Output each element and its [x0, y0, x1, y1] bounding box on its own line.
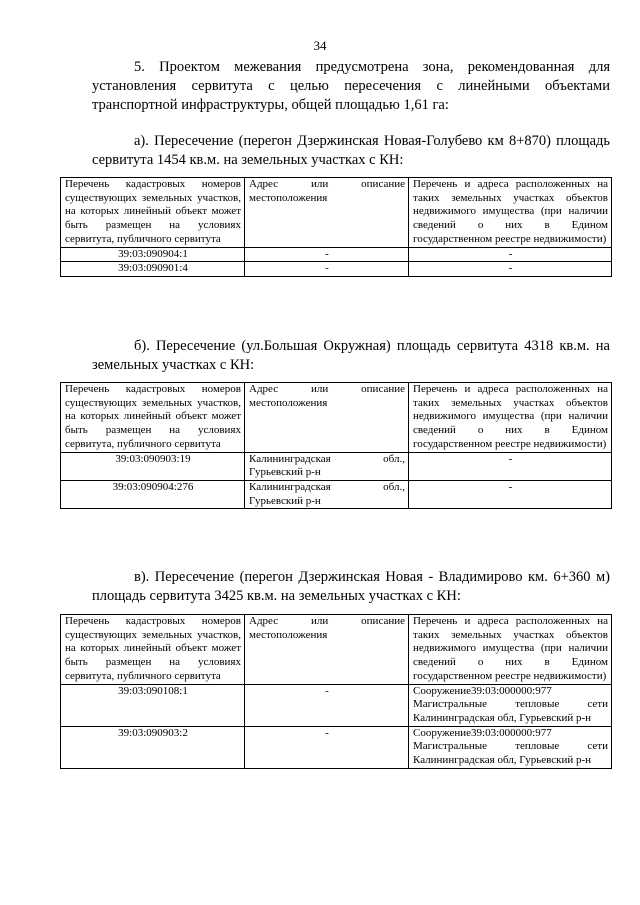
table-header-row: [61, 615, 612, 685]
table-row: [61, 247, 612, 262]
cell-cadastral-number: 39:03:090108:1: [61, 684, 245, 726]
table-row: [61, 684, 612, 726]
section-c-table: [60, 614, 612, 769]
section-a-table: [60, 177, 612, 277]
cell-address: -: [245, 726, 409, 768]
cell-objects: -: [409, 480, 612, 508]
cell-objects: -: [409, 262, 612, 277]
header-address: Адрес или описание местоположения: [245, 383, 409, 453]
cell-objects: -: [409, 247, 612, 262]
table-row: [61, 452, 612, 480]
section-b-table: [60, 382, 612, 509]
cell-address: -: [245, 262, 409, 277]
table-row: [61, 480, 612, 508]
header-cadastral-numbers: Перечень кадастровых номеров существующих земельных участков, на которых линейный объект может быть размещен на условиях сервитута, публичного сервитута: [61, 383, 245, 453]
header-objects: Перечень и адреса расположенных на таких земельных участках объектов недвижимого имущества (при наличии сведений о них в Едином государственном реестре недвижимости): [409, 383, 612, 453]
cell-address: -: [245, 684, 409, 726]
header-objects: Перечень и адреса расположенных на таких земельных участках объектов недвижимого имущества (при наличии сведений о них в Едином государственном реестре недвижимости): [409, 178, 612, 248]
cell-address: -: [245, 247, 409, 262]
cell-address: Калининградская обл., Гурьевский р-н: [245, 480, 409, 508]
cell-address: Калининградская обл., Гурьевский р-н: [245, 452, 409, 480]
intro-paragraph: 5. Проектом межевания предусмотрена зона, рекомендованная для установления сервитута с целью пересечения с линейными объектами транспортной инфраструктуры, общей площадью 1,61 га:: [92, 59, 610, 113]
cell-cadastral-number: 39:03:090904:276: [61, 480, 245, 508]
header-cadastral-numbers: Перечень кадастровых номеров существующих земельных участков, на которых линейный объект может быть размещен на условиях сервитута, публичного сервитута: [61, 178, 245, 248]
cell-cadastral-number: 39:03:090903:19: [61, 452, 245, 480]
section-a-heading: а). Пересечение (перегон Дзержинская Новая-Голубево км 8+870) площадь сервитута 1454 кв.м. на земельных участках с КН:: [92, 133, 610, 168]
cell-objects: -: [409, 452, 612, 480]
section-b-heading: б). Пересечение (ул.Большая Окружная) площадь сервитута 4318 кв.м. на земельных участках с КН:: [92, 338, 610, 373]
cell-cadastral-number: 39:03:090903:2: [61, 726, 245, 768]
table-row: [61, 262, 612, 277]
header-objects: Перечень и адреса расположенных на таких земельных участках объектов недвижимого имущества (при наличии сведений о них в Едином государственном реестре недвижимости): [409, 615, 612, 685]
table-header-row: [61, 383, 612, 453]
section-c-heading: в). Пересечение (перегон Дзержинская Новая - Владимирово км. 6+360 м) площадь сервитута 3425 кв.м. на земельных участках с КН:: [92, 569, 610, 604]
page-number: 34: [313, 38, 327, 53]
table-header-row: [61, 178, 612, 248]
table-row: [61, 726, 612, 768]
header-cadastral-numbers: Перечень кадастровых номеров существующих земельных участков, на которых линейный объект может быть размещен на условиях сервитута, публичного сервитута: [61, 615, 245, 685]
header-address: Адрес или описание местоположения: [245, 178, 409, 248]
cell-cadastral-number: 39:03:090901:4: [61, 262, 245, 277]
cell-objects: Сооружение39:03:000000:977 Магистральные тепловые сети Калининградская обл, Гурьевский р-н: [409, 684, 612, 726]
header-address: Адрес или описание местоположения: [245, 615, 409, 685]
cell-objects: Сооружение39:03:000000:977 Магистральные тепловые сети Калининградская обл, Гурьевский р-н: [409, 726, 612, 768]
cell-cadastral-number: 39:03:090904:1: [61, 247, 245, 262]
